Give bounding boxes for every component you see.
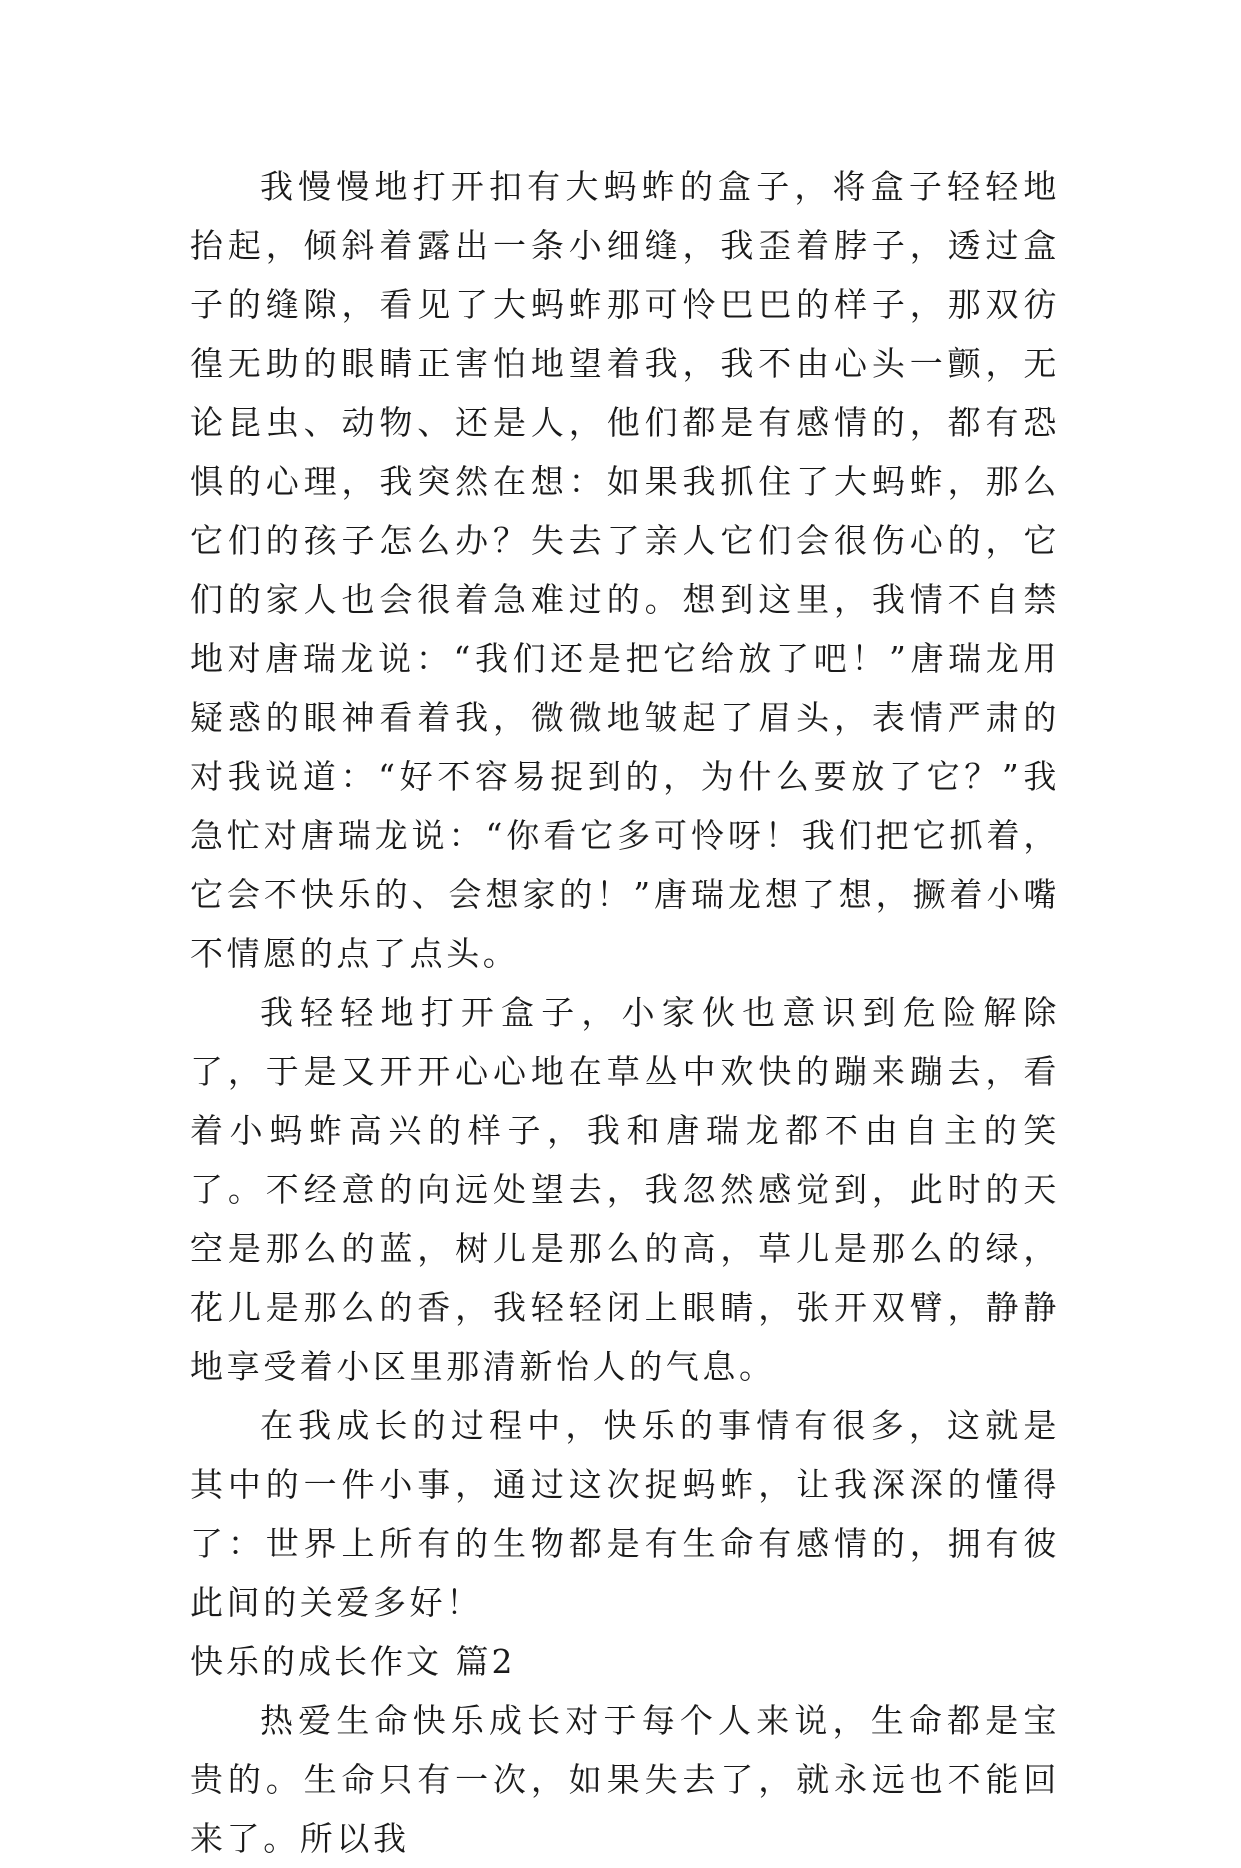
document-body [190,157,1060,1868]
section-heading: 快乐的成长作文 篇2 [190,1642,516,1681]
paragraph-conclusion: 在我成长的过程中，快乐的事情有很多，这就是其中的一件小事，通过这次捉蚂蚱，让我深深的懂得了：世界上所有的生物都是有生命有感情的，拥有彼此间的关爱多好！ [190,1406,1060,1622]
paragraph-release-grasshopper: 我慢慢地打开扣有大蚂蚱的盒子，将盒子轻轻地抬起，倾斜着露出一条小细缝，我歪着脖子，透过盒子的缝隙，看见了大蚂蚱那可怜巴巴的样子，那双彷徨无助的眼睛正害怕地望着我，我不由心头一颤，无论昆虫、动物、还是人，他们都是有感情的，都有恐惧的心理，我突然在想：如果我抓住了大蚂蚱，那么它们的孩子怎么办？失去了亲人它们会很伤心的，它们的家人也会很着急难过的。想到这里，我情不自禁地对唐瑞龙说：“我们还是把它给放了吧！”唐瑞龙用疑惑的眼神看着我，微微地皱起了眉头，表情严肃的对我说道：“好不容易捉到的，为什么要放了它？”我急忙对唐瑞龙说：“你看它多可怜呀！我们把它抓着，它会不快乐的、会想家的！”唐瑞龙想了想，撅着小嘴不情愿的点了点头。 [190,167,1060,973]
paragraph-open-box: 我轻轻地打开盒子，小家伙也意识到危险解除了，于是又开开心心地在草丛中欢快的蹦来蹦去，看着小蚂蚱高兴的样子，我和唐瑞龙都不由自主的笑了。不经意的向远处望去，我忽然感觉到，此时的天空是那么的蓝，树儿是那么的高，草儿是那么的绿，花儿是那么的香，我轻轻闭上眼睛，张开双臂，静静地享受着小区里那清新怡人的气息。 [190,993,1060,1386]
paragraph-cherish-life: 热爱生命快乐成长对于每个人来说，生命都是宝贵的。生命只有一次，如果失去了，就永远也不能回来了。所以我 [190,1701,1060,1858]
